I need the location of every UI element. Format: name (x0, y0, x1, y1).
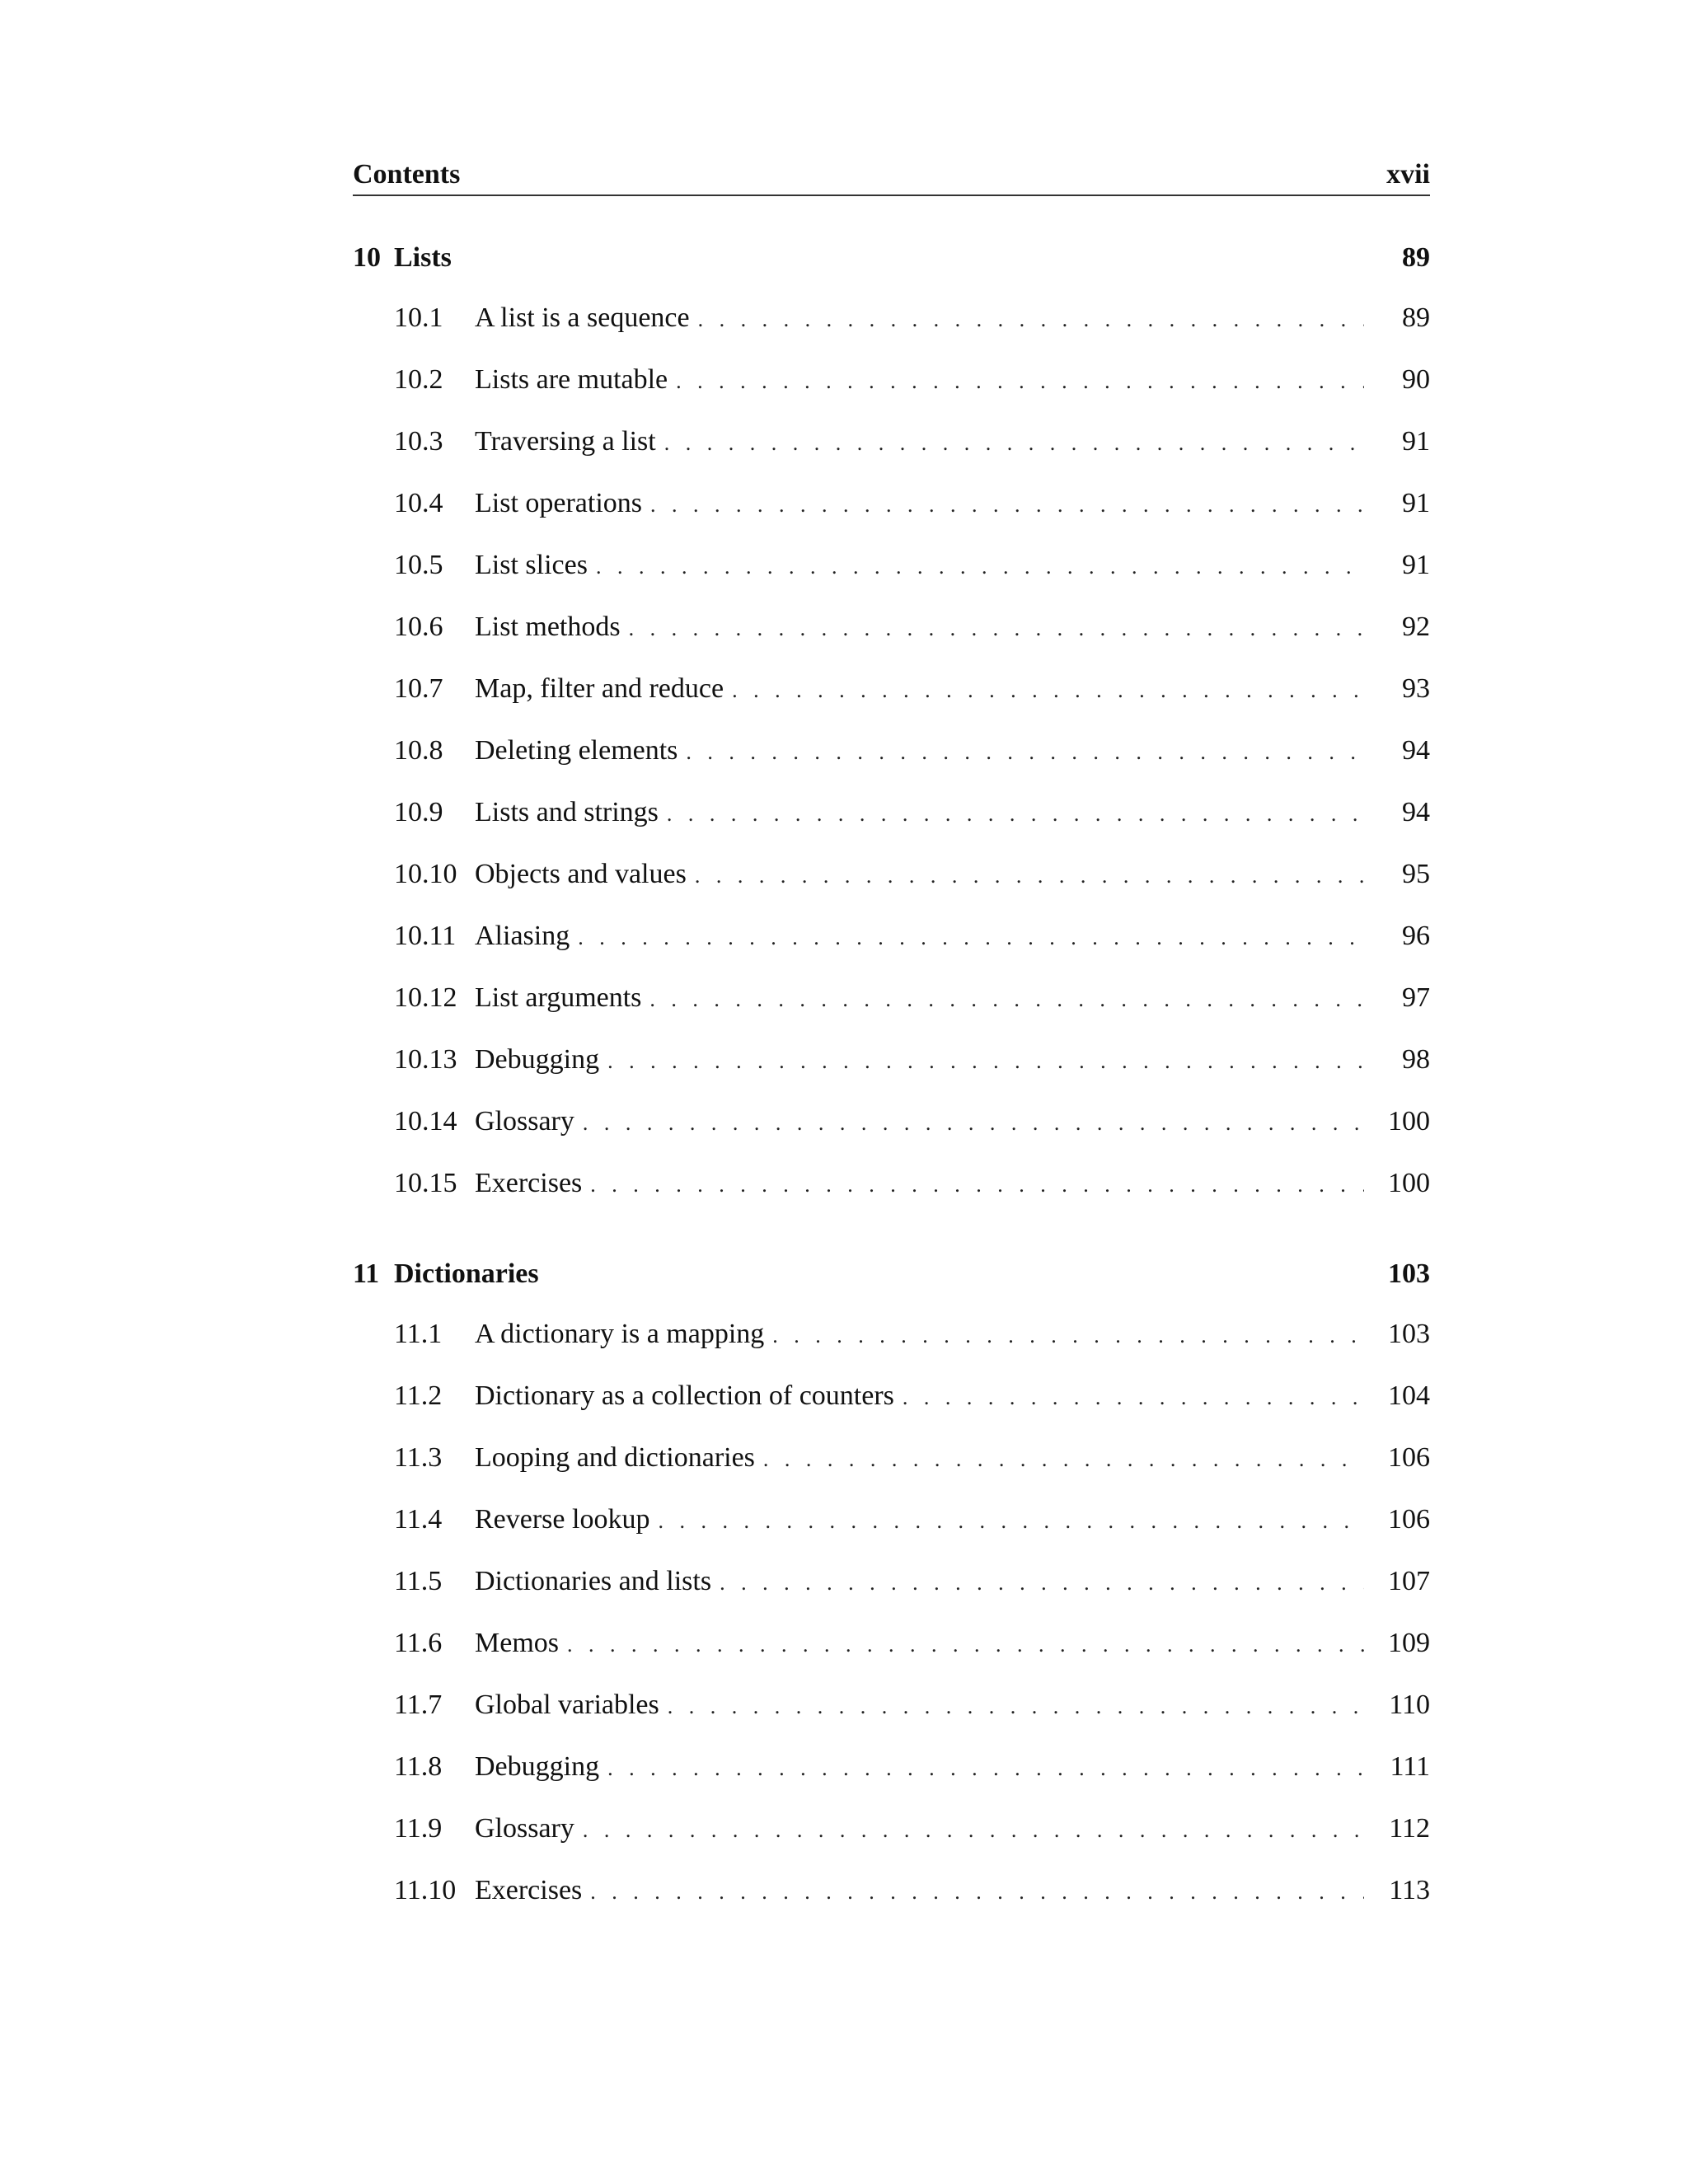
toc-entry[interactable] (353, 1503, 1430, 1565)
section-page: 91 (1402, 550, 1430, 580)
toc-entry[interactable] (353, 1874, 1430, 1936)
dot-leader (676, 365, 1364, 398)
header-page-number: xvii (1386, 159, 1430, 190)
section-number: 11.1 (394, 1319, 443, 1349)
toc-entry[interactable] (353, 858, 1430, 920)
toc-entry[interactable] (353, 549, 1430, 611)
toc-entry[interactable] (353, 487, 1430, 549)
dot-leader (686, 736, 1364, 769)
toc-entry[interactable] (353, 673, 1430, 734)
section-number: 11.8 (394, 1751, 443, 1782)
toc-entry[interactable] (353, 1441, 1430, 1503)
dot-leader (583, 1107, 1364, 1140)
section-number: 10.12 (394, 982, 457, 1013)
section-number: 11.6 (394, 1628, 443, 1658)
section-page: 96 (1402, 921, 1430, 951)
section-title: Deleting elements (475, 735, 678, 766)
dot-leader (629, 612, 1364, 645)
section-number: 10.7 (394, 673, 443, 704)
chapter-page: 103 (1388, 1258, 1430, 1289)
dot-leader (668, 1690, 1364, 1723)
toc-entry[interactable] (353, 1105, 1430, 1167)
section-number: 10.3 (394, 426, 443, 457)
section-number: 11.7 (394, 1690, 443, 1720)
chapter-title: Dictionaries (394, 1258, 539, 1289)
dot-leader (695, 860, 1364, 893)
toc-page (353, 158, 1430, 1936)
section-page: 107 (1388, 1566, 1430, 1596)
dot-leader (590, 1169, 1364, 1202)
toc-entry[interactable] (353, 1627, 1430, 1689)
toc-entry[interactable] (353, 1750, 1430, 1812)
section-title: Traversing a list (475, 426, 656, 457)
section-number: 10.6 (394, 612, 443, 642)
section-title: Looping and dictionaries (475, 1442, 755, 1473)
section-number: 10.4 (394, 488, 443, 518)
section-number: 11.5 (394, 1566, 443, 1596)
dot-leader (720, 1567, 1364, 1600)
dot-leader (732, 674, 1364, 707)
toc-entry[interactable] (353, 302, 1430, 363)
dot-leader (698, 303, 1364, 336)
section-number: 10.15 (394, 1168, 457, 1198)
section-number: 10.9 (394, 797, 443, 827)
section-title: A list is a sequence (475, 302, 690, 333)
section-page: 104 (1388, 1380, 1430, 1411)
toc-entry[interactable] (353, 734, 1430, 796)
chapter-page: 89 (1402, 242, 1430, 273)
section-title: A dictionary is a mapping (475, 1319, 765, 1349)
chapter-number: 11 (353, 1258, 380, 1289)
section-number: 11.3 (394, 1442, 443, 1473)
dot-leader (658, 1505, 1364, 1538)
section-number: 10.5 (394, 550, 443, 580)
toc-entry[interactable] (353, 1565, 1430, 1627)
section-page: 91 (1402, 488, 1430, 518)
toc-entry[interactable] (353, 1043, 1430, 1105)
section-page: 94 (1402, 797, 1430, 827)
section-title: Lists are mutable (475, 364, 668, 395)
toc-entry[interactable] (353, 982, 1430, 1043)
section-number: 11.2 (394, 1380, 443, 1411)
section-page: 97 (1402, 982, 1430, 1013)
section-number: 10.11 (394, 921, 457, 951)
section-page: 106 (1388, 1504, 1430, 1535)
dot-leader (607, 1045, 1364, 1078)
section-title: Global variables (475, 1690, 659, 1720)
section-title: Debugging (475, 1751, 600, 1782)
section-number: 10.10 (394, 859, 457, 889)
section-title: List arguments (475, 982, 642, 1013)
chapter-number: 10 (353, 242, 381, 273)
section-title: List operations (475, 488, 643, 518)
toc-entry[interactable] (353, 611, 1430, 673)
section-title: Glossary (475, 1813, 574, 1844)
section-page: 111 (1390, 1751, 1430, 1782)
running-header (353, 158, 1430, 196)
dot-leader (664, 427, 1364, 460)
section-page: 98 (1402, 1044, 1430, 1075)
dot-leader (607, 1752, 1364, 1785)
section-title: Map, filter and reduce (475, 673, 724, 704)
section-number: 10.14 (394, 1106, 457, 1137)
section-page: 113 (1389, 1875, 1430, 1905)
toc-entry[interactable] (353, 796, 1430, 858)
section-title: Objects and values (475, 859, 687, 889)
section-number: 10.13 (394, 1044, 457, 1075)
section-page: 95 (1402, 859, 1430, 889)
section-title: List methods (475, 612, 621, 642)
dot-leader (772, 1319, 1364, 1352)
section-title: Lists and strings (475, 797, 659, 827)
section-page: 109 (1388, 1628, 1430, 1658)
section-title: Exercises (475, 1875, 583, 1905)
section-page: 92 (1402, 612, 1430, 642)
dot-leader (590, 1876, 1364, 1909)
dot-leader (596, 551, 1364, 583)
section-number: 11.9 (394, 1813, 443, 1844)
section-number: 10.1 (394, 302, 443, 333)
toc-entry[interactable] (353, 1167, 1430, 1229)
section-title: Exercises (475, 1168, 583, 1198)
section-number: 11.10 (394, 1875, 457, 1905)
chapter-heading-11[interactable] (353, 1258, 1430, 1291)
dot-leader (763, 1443, 1364, 1476)
toc-entry[interactable] (353, 1812, 1430, 1874)
section-title: List slices (475, 550, 588, 580)
section-page: 110 (1389, 1690, 1430, 1720)
dot-leader (567, 1629, 1364, 1661)
section-page: 100 (1388, 1168, 1430, 1198)
toc-entry[interactable] (353, 920, 1430, 982)
section-title: Aliasing (475, 921, 570, 951)
dot-leader (667, 798, 1364, 831)
toc-entry[interactable] (353, 1380, 1430, 1441)
dot-leader (903, 1381, 1364, 1414)
section-page: 94 (1402, 735, 1430, 766)
toc-entry[interactable] (353, 425, 1430, 487)
section-page: 89 (1402, 302, 1430, 333)
chapter-10-sections (353, 302, 1430, 1229)
section-title: Glossary (475, 1106, 574, 1137)
dot-leader (649, 983, 1364, 1016)
dot-leader (650, 489, 1364, 522)
section-page: 103 (1388, 1319, 1430, 1349)
section-title: Dictionary as a collection of counters (475, 1380, 894, 1411)
toc-entry[interactable] (353, 1318, 1430, 1380)
toc-entry[interactable] (353, 1689, 1430, 1750)
chapter-title: Lists (394, 242, 452, 273)
header-title: Contents (353, 159, 461, 190)
section-number: 10.8 (394, 735, 443, 766)
toc-entry[interactable] (353, 363, 1430, 425)
section-title: Debugging (475, 1044, 600, 1075)
section-page: 91 (1402, 426, 1430, 457)
section-title: Reverse lookup (475, 1504, 650, 1535)
chapter-heading-10[interactable] (353, 241, 1430, 274)
section-title: Dictionaries and lists (475, 1566, 712, 1596)
section-page: 100 (1388, 1106, 1430, 1137)
section-page: 90 (1402, 364, 1430, 395)
chapter-11-sections (353, 1318, 1430, 1936)
section-number: 10.2 (394, 364, 443, 395)
dot-leader (578, 921, 1364, 954)
section-number: 11.4 (394, 1504, 443, 1535)
section-page: 93 (1402, 673, 1430, 704)
dot-leader (583, 1814, 1364, 1847)
section-title: Memos (475, 1628, 559, 1658)
section-page: 106 (1388, 1442, 1430, 1473)
section-page: 112 (1389, 1813, 1430, 1844)
